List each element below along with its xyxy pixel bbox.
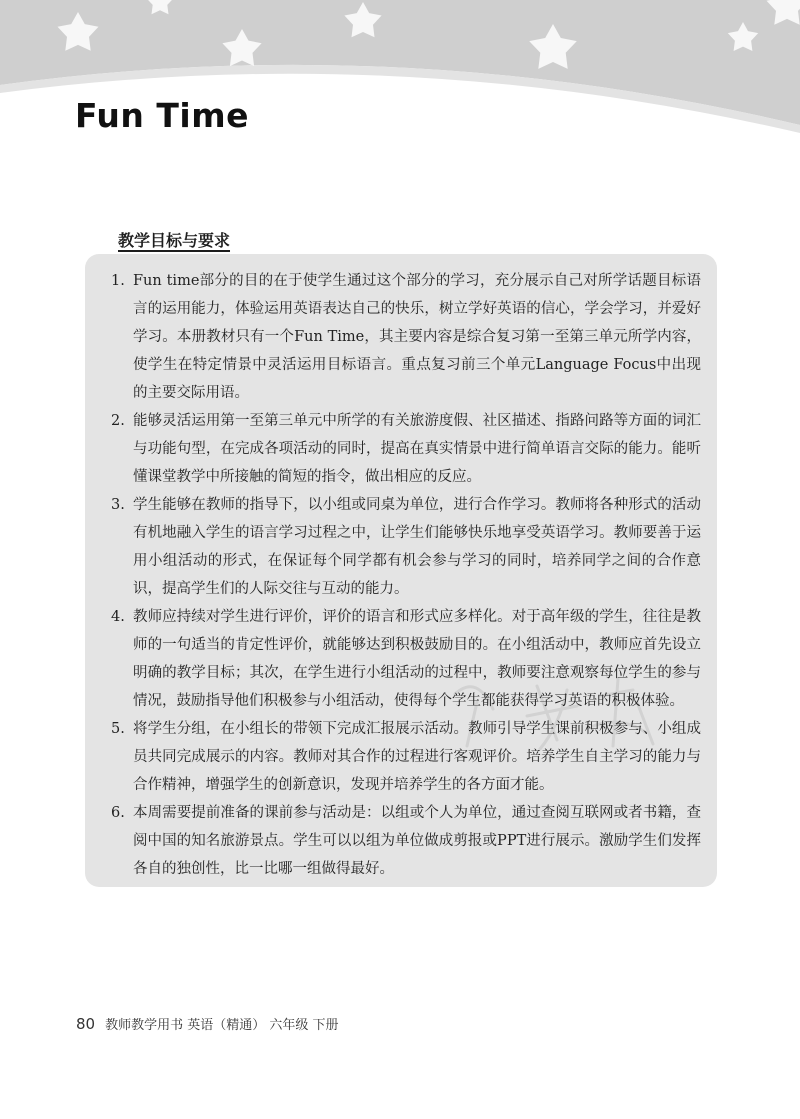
list-item <box>111 799 701 883</box>
item-text: 学生能够在教师的指导下，以小组或同桌为单位，进行合作学习。教师将各种形式的活动有机地融入学生的语言学习过程之中，让学生们能够快乐地享受英语学习。教师要善于运用小组活动的形式，在保证每个同学都有机会参与学习的同时，培养同学之间的合作意识，提高学生们的人际交往与互动的能力。 <box>133 497 701 597</box>
list-item <box>111 267 701 407</box>
section-heading: 教学目标与要求 <box>118 231 231 250</box>
item-text: 能够灵活运用第一至第三单元中所学的有关旅游度假、社区描述、指路问路等方面的词汇与功能句型，在完成各项活动的同时，提高在真实情景中进行简单语言交际的能力。能听懂课堂教学中所接触的简短的指令，做出相应的反应。 <box>133 413 701 485</box>
list-item <box>111 715 701 799</box>
list-item <box>111 491 701 603</box>
item-text: 本周需要提前准备的课前参与活动是：以组或个人为单位，通过查阅互联网或者书籍，查阅中国的知名旅游景点。学生可以以组为单位做成剪报或PPT进行展示。激励学生们发挥各自的独创性，比一比哪一组做得最好。 <box>133 805 701 877</box>
goals-panel <box>85 254 717 887</box>
item-text: 教师应持续对学生进行评价，评价的语言和形式应多样化。对于高年级的学生，往往是教师的一句适当的肯定性评价，就能够达到积极鼓励目的。在小组活动中，教师应首先设立明确的教学目标；其次，在学生进行小组活动的过程中，教师要注意观察每位学生的参与情况，鼓励指导他们积极参与小组活动，使得每个学生都能获得学习英语的积极体验。 <box>133 609 701 709</box>
item-text: 将学生分组，在小组长的带领下完成汇报展示活动。教师引导学生课前积极参与、小组成员共同完成展示的内容。教师对其合作的过程进行客观评价。培养学生自主学习的能力与合作精神，增强学生的创新意识，发现并培养学生的各方面才能。 <box>133 721 701 793</box>
item-number: 4. <box>111 609 125 625</box>
item-number: 3. <box>111 497 125 513</box>
item-number: 5. <box>111 721 125 737</box>
page-number: 80 <box>76 1015 96 1033</box>
goals-list <box>111 267 701 883</box>
page-title: Fun Time <box>75 96 249 135</box>
item-number: 2. <box>111 413 125 429</box>
item-number: 1. <box>111 273 125 289</box>
page-footer <box>76 1014 339 1033</box>
list-item <box>111 407 701 491</box>
item-text: Fun time部分的目的在于使学生通过这个部分的学习，充分展示自己对所学话题目标语言的运用能力，体验运用英语表达自己的快乐，树立学好英语的信心，学会学习，并爱好学习。本册教材只有一个Fun Time，其主要内容是综合复习第一至第三单元所学内容，使学生在特定情景中灵活运用目标语言。重点复习前三个单元Language Focus中出现的主要交际用语。 <box>133 273 701 401</box>
item-number: 6. <box>111 805 125 821</box>
book-title: 教师教学用书 英语（精通） 六年级 下册 <box>105 1018 339 1033</box>
star-banner <box>0 0 800 170</box>
list-item <box>111 603 701 715</box>
